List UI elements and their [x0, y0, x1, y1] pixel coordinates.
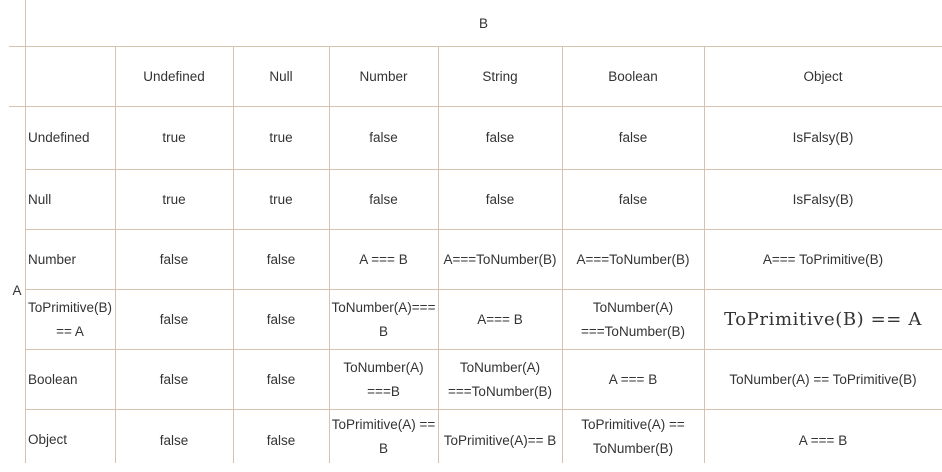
- column-header: Object: [803, 68, 843, 84]
- column-group-label: B: [478, 15, 488, 31]
- table-cell: false: [369, 191, 398, 207]
- table-cell: false: [485, 130, 515, 145]
- column-header: Number: [359, 68, 408, 84]
- row-label: Boolean: [28, 371, 78, 387]
- table-cell: A=== ToPrimitive(B): [762, 251, 884, 267]
- row-group-label: A: [12, 282, 22, 298]
- table-cell: IsFalsy(B): [792, 130, 854, 145]
- table-cell: A=== B: [477, 311, 523, 327]
- table-cell: false: [618, 191, 648, 207]
- table-cell: true: [269, 191, 293, 207]
- table-cell: A===ToNumber(B): [443, 251, 557, 267]
- row-label: Null: [28, 191, 52, 207]
- table-cell: false: [618, 130, 648, 145]
- row-label: Undefined: [28, 130, 90, 145]
- table-cell: false: [159, 311, 189, 327]
- table-cell: IsFalsy(B): [792, 191, 854, 207]
- table-cell: ToNumber(A) == ToPrimitive(B): [729, 371, 917, 387]
- table-cell: true: [269, 130, 293, 145]
- column-header: Boolean: [608, 68, 658, 84]
- table-cell: ToPrimitive(A) == ToNumber(B): [581, 416, 685, 456]
- table-cell: false: [159, 371, 189, 387]
- table-cell: A === B: [798, 433, 848, 448]
- table-cell: A===ToNumber(B): [576, 251, 690, 267]
- table-cell: A === B: [359, 251, 408, 267]
- table-cell: ToNumber(A) ===ToNumber(B): [448, 359, 552, 399]
- row-label: Object: [28, 431, 68, 447]
- table-cell: true: [162, 130, 186, 145]
- table-cell: false: [159, 433, 189, 448]
- table-cell: false: [266, 433, 296, 448]
- table-cell: false: [266, 251, 296, 267]
- column-header: Undefined: [143, 68, 205, 84]
- table-cell: false: [369, 130, 398, 145]
- table-cell: ToPrimitive(B) == A: [724, 308, 922, 330]
- table-cell: ToPrimitive(A)== B: [443, 433, 557, 448]
- table-cell: false: [266, 311, 296, 327]
- table-cell: ToPrimitive(A) == B: [331, 416, 436, 456]
- table-cell: ToNumber(A) ===ToNumber(B): [581, 299, 685, 339]
- table-cell: false: [485, 191, 515, 207]
- row-label: Number: [28, 251, 77, 267]
- table-cell: true: [162, 191, 186, 207]
- table-cell: false: [266, 371, 296, 387]
- table-cell: false: [159, 251, 189, 267]
- column-header: String: [482, 68, 518, 84]
- table-cell: A === B: [608, 371, 658, 387]
- row-label: ToPrimitive(B) == A: [27, 299, 112, 339]
- column-header: Null: [269, 68, 293, 84]
- table-cell: ToNumber(A) ===B: [343, 359, 424, 399]
- table-cell: ToNumber(A)=== B: [331, 299, 436, 339]
